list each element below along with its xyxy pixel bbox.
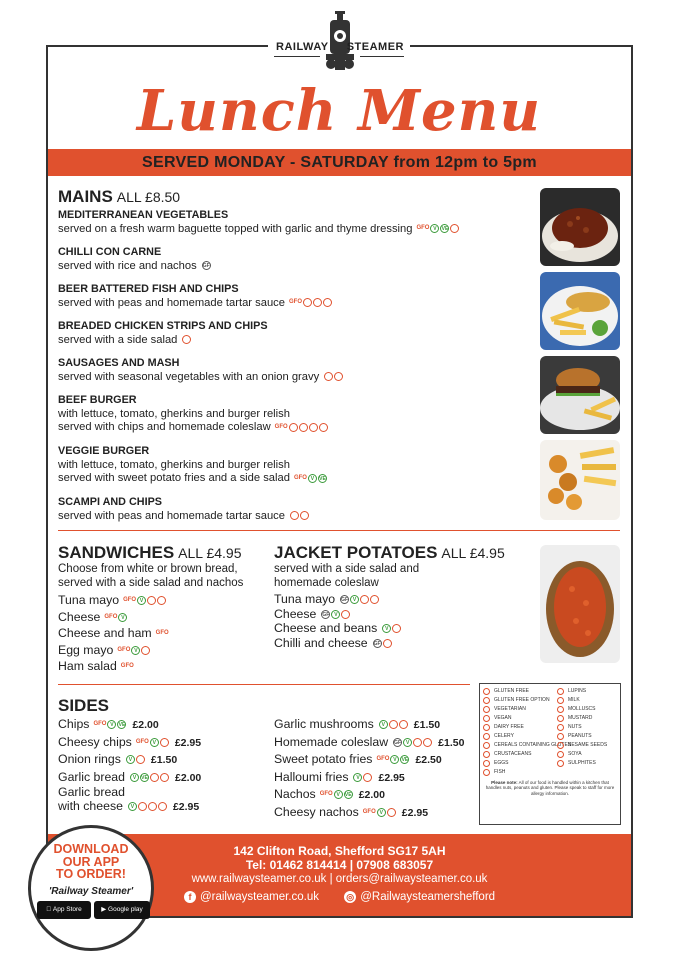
item-desc: served on a fresh warm baguette topped with garlic and thyme dressing xyxy=(58,222,413,235)
allergen-icon xyxy=(483,688,490,695)
allergen-icon xyxy=(483,733,490,740)
sulphites-icon xyxy=(160,773,169,782)
item-name: Halloumi fries xyxy=(274,769,349,784)
item-price: £2.00 xyxy=(358,789,385,801)
sulphites-icon xyxy=(399,720,408,729)
menu-item xyxy=(58,246,528,273)
item-name: Homemade coleslaw xyxy=(274,734,389,749)
vegetarian-icon: V xyxy=(353,773,362,782)
allergen-label: MILK xyxy=(568,697,580,703)
vegetarian-icon: V xyxy=(390,755,399,764)
allergen-item xyxy=(557,768,619,777)
brand-logo xyxy=(274,10,404,74)
vegetarian-icon: V xyxy=(331,610,340,619)
app-store-button[interactable] xyxy=(37,901,91,919)
cereal-icon xyxy=(136,755,145,764)
allergen-label: VEGAN xyxy=(494,715,512,721)
sides-left-list xyxy=(58,716,201,815)
allergen-item xyxy=(483,723,557,732)
menu-item xyxy=(58,209,528,236)
item-name: with cheese xyxy=(58,799,123,813)
vegetarian-icon: V xyxy=(379,720,388,729)
mustard-icon xyxy=(334,372,343,381)
item-desc: served with peas and homemade tartar sauce xyxy=(58,509,285,522)
gluten-free-icon: GF xyxy=(394,739,402,746)
sandwiches-heading xyxy=(58,543,242,563)
item-price: £2.95 xyxy=(172,801,200,813)
jacket-price: ALL £4.95 xyxy=(441,545,505,561)
allergen-item xyxy=(483,705,557,714)
app-download-badge xyxy=(28,825,154,951)
address: 142 Clifton Road, Shefford SG17 5AH xyxy=(233,844,446,858)
sulphites-icon xyxy=(423,738,432,747)
allergen-item xyxy=(483,732,557,741)
list-item xyxy=(58,734,201,752)
allergen-label: LUPINS xyxy=(568,688,587,694)
app-name: 'Railway Steamer' xyxy=(48,886,134,897)
sandwiches-list xyxy=(58,592,169,675)
fish-icon xyxy=(323,298,332,307)
item-name: VEGGIE BURGER xyxy=(58,445,150,457)
list-item xyxy=(274,592,401,607)
gfo-icon: GFO xyxy=(135,738,149,745)
gluten-free-icon: GF xyxy=(341,597,349,604)
list-item xyxy=(274,636,401,651)
phone: Tel: 01462 814414 | 07908 683057 xyxy=(245,858,434,872)
facebook-link[interactable]: @railwaysteamer.co.uk xyxy=(199,891,320,904)
vegetarian-icon: V xyxy=(130,773,139,782)
item-name: Tuna mayo xyxy=(58,593,120,607)
allergen-icon xyxy=(483,706,490,713)
item-price: £2.95 xyxy=(401,806,429,819)
list-item xyxy=(58,799,201,815)
gfo-icon: GFO xyxy=(416,225,430,232)
item-desc: with lettuce, tomato, gherkins and burger relish xyxy=(58,407,290,420)
allergen-icon xyxy=(557,688,564,695)
cereal-icon xyxy=(182,335,191,344)
sides-heading-text: SIDES xyxy=(58,696,110,715)
list-item xyxy=(274,734,464,752)
brand-right: STEAMER xyxy=(346,41,404,53)
gfo-icon: GFO xyxy=(293,474,307,481)
intro-line: served with a side salad and nachos xyxy=(58,577,244,589)
vegetarian-icon: V xyxy=(430,224,439,233)
item-name: Sweet potato fries xyxy=(274,752,373,766)
serving-hours-banner: SERVED MONDAY - SATURDAY from 12pm to 5pm xyxy=(48,149,631,176)
list-item xyxy=(274,786,464,804)
item-desc: served with a side salad xyxy=(58,333,178,346)
allergen-note xyxy=(483,780,617,797)
note-label: Please note: xyxy=(491,779,518,785)
section-divider xyxy=(58,684,470,685)
vegetarian-icon: V xyxy=(377,808,386,817)
item-desc: served with peas and homemade tartar sauce xyxy=(58,296,285,309)
gfo-icon: GFO xyxy=(123,597,137,604)
cereal-icon xyxy=(324,372,333,381)
item-name: Cheese and ham xyxy=(58,626,152,640)
gfo-icon: GFO xyxy=(117,646,131,653)
sulphites-icon xyxy=(148,802,157,811)
allergen-icon xyxy=(483,769,490,776)
mustard-icon xyxy=(392,624,401,633)
badge-line: TO ORDER! xyxy=(56,867,126,881)
item-price: £2.00 xyxy=(174,771,202,784)
vegetarian-icon: V xyxy=(308,474,317,483)
vegetarian-icon: V xyxy=(334,790,343,799)
item-price: £1.50 xyxy=(438,736,465,749)
item-name: BEEF BURGER xyxy=(58,394,137,406)
allergen-item xyxy=(557,696,619,705)
allergen-label: CEREALS CONTAINING GLUTEN xyxy=(494,742,572,748)
app-store-label: App Store xyxy=(49,906,79,913)
apple-icon xyxy=(46,906,53,913)
chilli-photo xyxy=(540,188,620,266)
egg-icon xyxy=(413,738,422,747)
list-item xyxy=(274,621,401,636)
allergen-item xyxy=(483,768,557,777)
mustard-icon xyxy=(363,773,372,782)
menu-item xyxy=(58,496,528,523)
vegan-icon: VE xyxy=(441,226,449,233)
allergen-icon xyxy=(483,715,490,722)
egg-icon xyxy=(147,596,156,605)
vegan-icon: VE xyxy=(319,475,326,482)
sandwiches-intro xyxy=(58,562,243,590)
google-play-label: Google play xyxy=(108,906,143,913)
allergen-item xyxy=(557,714,619,723)
mustard-icon xyxy=(160,738,169,747)
allergen-item xyxy=(557,705,619,714)
sulphites-icon xyxy=(319,423,328,432)
allergen-label: SESAME SEEDS xyxy=(568,742,608,748)
badge-headline xyxy=(31,843,151,881)
logo-rule-right xyxy=(360,56,404,57)
gfo-icon: GFO xyxy=(274,423,288,430)
allergen-icon xyxy=(557,697,564,704)
gfo-icon: GFO xyxy=(155,630,169,637)
allergen-label: GLUTEN FREE xyxy=(494,688,530,694)
vegetarian-icon: V xyxy=(128,802,137,811)
egg-icon xyxy=(299,423,308,432)
list-item xyxy=(58,769,201,787)
instagram-icon: ◎ xyxy=(344,891,356,903)
allergen-icon xyxy=(483,760,490,767)
allergen-item xyxy=(483,741,572,750)
gfo-icon: GFO xyxy=(120,663,134,670)
item-name: Garlic mushrooms xyxy=(274,717,374,731)
mustard-icon xyxy=(158,802,167,811)
mustard-icon xyxy=(383,639,392,648)
item-name: Nachos xyxy=(274,787,316,801)
allergen-item xyxy=(557,759,619,768)
allergen-label: FISH xyxy=(494,769,506,775)
item-name: Onion rings xyxy=(58,752,121,766)
item-desc: with lettuce, tomato, gherkins and burger relish xyxy=(58,458,290,471)
item-name: SAUSAGES AND MASH xyxy=(58,357,180,369)
cereal-icon xyxy=(289,423,298,432)
mustard-icon xyxy=(341,610,350,619)
logo-rule-left xyxy=(274,56,320,57)
allergen-label: EGGS xyxy=(494,760,509,766)
gfo-icon: GFO xyxy=(362,808,376,815)
gluten-free-icon: GF xyxy=(373,640,381,647)
menu-item xyxy=(58,283,528,310)
mains-heading xyxy=(58,187,180,207)
allergen-item xyxy=(557,687,619,696)
facebook-icon: f xyxy=(184,891,196,903)
jacket-potatoes-heading xyxy=(274,543,505,563)
list-item xyxy=(274,751,464,769)
item-name: Cheese and beans xyxy=(274,621,378,635)
allergen-icon xyxy=(557,733,564,740)
egg-icon xyxy=(141,646,150,655)
mustard-icon xyxy=(387,808,396,817)
burger-photo xyxy=(540,356,620,434)
allergen-icon xyxy=(483,724,490,731)
sandwiches-price: ALL £4.95 xyxy=(178,545,242,561)
item-name: Tuna mayo xyxy=(274,592,336,606)
fish-icon xyxy=(157,596,166,605)
item-desc: served with seasonal vegetables with an onion gravy xyxy=(58,370,320,383)
allergen-item xyxy=(483,687,557,696)
badge-line: OUR APP xyxy=(62,854,120,869)
mustard-icon xyxy=(450,224,459,233)
vegetarian-icon: V xyxy=(137,596,146,605)
item-name: Chips xyxy=(58,717,90,731)
note-text: All of our food is handled within a kitchen that handles nuts, peanuts and gluten. Please speak to staff for more allergy information. xyxy=(485,779,615,796)
item-name: Egg mayo xyxy=(58,642,114,657)
cereal-icon xyxy=(290,511,299,520)
vegan-icon: VE xyxy=(401,757,409,764)
list-item xyxy=(274,716,464,734)
item-name: Ham salad xyxy=(58,659,117,673)
list-item xyxy=(58,716,201,734)
allergen-item xyxy=(483,714,557,723)
allergen-label: CELERY xyxy=(494,733,514,739)
sandwiches-heading-text: SANDWICHES xyxy=(58,543,175,562)
cereal-icon xyxy=(389,720,398,729)
crustaceans-icon xyxy=(300,511,309,520)
vegan-icon: VE xyxy=(344,792,352,799)
fish-and-chips-photo xyxy=(540,272,620,350)
allergen-icon xyxy=(557,706,564,713)
allergen-label: GLUTEN FREE OPTION xyxy=(494,697,550,703)
allergen-item xyxy=(557,750,619,759)
vegan-icon: VE xyxy=(141,774,148,781)
list-item xyxy=(58,786,201,799)
page-title: Lunch Menu xyxy=(136,78,542,144)
item-name: SCAMPI AND CHIPS xyxy=(58,496,162,508)
allergen-label: SOYA xyxy=(568,751,582,757)
item-desc: served with sweet potato fries and a side salad xyxy=(58,472,290,484)
item-desc: served with chips and homemade coleslaw xyxy=(58,421,271,433)
vegetarian-icon: V xyxy=(118,613,127,622)
item-name: MEDITERRANEAN VEGETABLES xyxy=(58,209,229,221)
jacket-heading-text: JACKET POTATOES xyxy=(274,543,438,562)
vegetarian-icon: V xyxy=(107,720,116,729)
vegetarian-icon: V xyxy=(382,624,391,633)
allergen-label: DAIRY FREE xyxy=(494,724,524,730)
mustard-icon xyxy=(309,423,318,432)
allergen-label: MUSTARD xyxy=(568,715,593,721)
menu-item xyxy=(58,357,528,384)
intro-line: homemade coleslaw xyxy=(274,577,379,589)
allergen-label: NUTS xyxy=(568,724,582,730)
menu-item xyxy=(58,445,528,486)
allergen-label: CRUSTACEANS xyxy=(494,751,532,757)
allergen-item xyxy=(557,741,619,750)
allergen-icon xyxy=(557,751,564,758)
gfo-icon: GFO xyxy=(376,756,390,763)
item-price: £1.50 xyxy=(413,719,441,731)
list-item xyxy=(274,607,401,622)
list-item xyxy=(58,642,169,659)
allergen-icon xyxy=(483,697,490,704)
badge-line: DOWNLOAD xyxy=(53,842,129,856)
fish-icon xyxy=(370,595,379,604)
list-item xyxy=(274,804,464,822)
list-item xyxy=(274,769,464,787)
gfo-icon: GFO xyxy=(288,299,302,306)
allergen-icon xyxy=(557,742,564,749)
allergen-icon xyxy=(557,715,564,722)
item-price: £2.95 xyxy=(174,736,202,749)
jacket-intro xyxy=(274,562,419,590)
intro-line: served with a side salad and xyxy=(274,563,420,575)
gluten-free-icon: GF xyxy=(202,263,210,270)
web-email[interactable]: www.railwaysteamer.co.uk | orders@railwaysteamer.co.uk xyxy=(191,873,488,885)
allergen-grid xyxy=(483,687,617,777)
item-name: Chilli and cheese xyxy=(274,635,368,650)
egg-icon xyxy=(313,298,322,307)
allergen-icon xyxy=(483,751,490,758)
vegetarian-icon: V xyxy=(350,595,359,604)
intro-line: Choose from white or brown bread, xyxy=(58,563,238,575)
play-icon: ▶ xyxy=(101,906,109,913)
allergen-icon xyxy=(557,724,564,731)
item-name: Cheese xyxy=(58,609,101,624)
vegan-icon: VE xyxy=(118,722,126,729)
item-name: Cheesy chips xyxy=(58,734,132,749)
allergen-icon xyxy=(483,742,490,749)
allergen-label: MOLLUSCS xyxy=(568,706,596,712)
gfo-icon: GFO xyxy=(319,791,333,798)
allergen-label: PEANUTS xyxy=(568,733,592,739)
item-price: £2.50 xyxy=(415,754,442,766)
cereal-icon xyxy=(303,298,312,307)
gfo-icon: GFO xyxy=(93,721,107,728)
list-item xyxy=(58,658,169,675)
sides-right-list xyxy=(274,716,464,821)
item-name: Cheese xyxy=(274,606,317,621)
allergen-item xyxy=(483,759,557,768)
item-price: £1.50 xyxy=(150,754,178,766)
menu-item xyxy=(58,320,528,347)
item-name: CHILLI CON CARNE xyxy=(58,246,162,258)
allergen-label: SULPHITES xyxy=(568,760,596,766)
mains-price: ALL £8.50 xyxy=(116,189,181,205)
google-play-button[interactable] xyxy=(94,901,150,919)
vegetarian-icon: V xyxy=(126,755,135,764)
allergen-key xyxy=(479,683,621,825)
item-name: Garlic bread xyxy=(58,769,125,784)
allergen-item xyxy=(557,732,619,741)
vegetarian-icon: V xyxy=(131,646,140,655)
allergen-item xyxy=(483,750,557,759)
cereal-icon xyxy=(138,802,147,811)
list-item xyxy=(58,625,169,642)
menu-item xyxy=(58,394,528,435)
list-item xyxy=(58,751,201,769)
gluten-free-icon: GF xyxy=(322,611,330,618)
mains-heading-text: MAINS xyxy=(58,187,113,206)
item-desc: served with rice and nachos xyxy=(58,259,197,272)
list-item xyxy=(58,609,169,626)
allergen-label: VEGETARIAN xyxy=(494,706,526,712)
scampi-photo xyxy=(540,440,620,520)
item-name: Garlic bread xyxy=(58,785,125,799)
vegetarian-icon: V xyxy=(150,738,159,747)
allergen-item xyxy=(483,696,557,705)
egg-icon xyxy=(360,595,369,604)
allergen-icon xyxy=(557,760,564,767)
item-name: BEER BATTERED FISH AND CHIPS xyxy=(58,283,239,295)
item-name: BREADED CHICKEN STRIPS AND CHIPS xyxy=(58,320,268,332)
jacket-potato-photo xyxy=(540,545,620,663)
brand-left: RAILWAY xyxy=(276,41,329,53)
cereal-icon xyxy=(150,773,159,782)
gfo-icon: GFO xyxy=(104,613,118,620)
sides-heading xyxy=(58,696,109,716)
item-name: Cheesy nachos xyxy=(274,804,359,819)
jacket-list xyxy=(274,592,401,650)
item-price: £2.95 xyxy=(378,771,405,784)
item-price: £2.00 xyxy=(132,719,159,731)
instagram-link[interactable]: @Railwaysteamershefford xyxy=(360,891,496,904)
section-divider xyxy=(58,530,620,531)
list-item xyxy=(58,592,169,609)
vegetarian-icon: V xyxy=(403,738,412,747)
allergen-item xyxy=(557,723,619,732)
